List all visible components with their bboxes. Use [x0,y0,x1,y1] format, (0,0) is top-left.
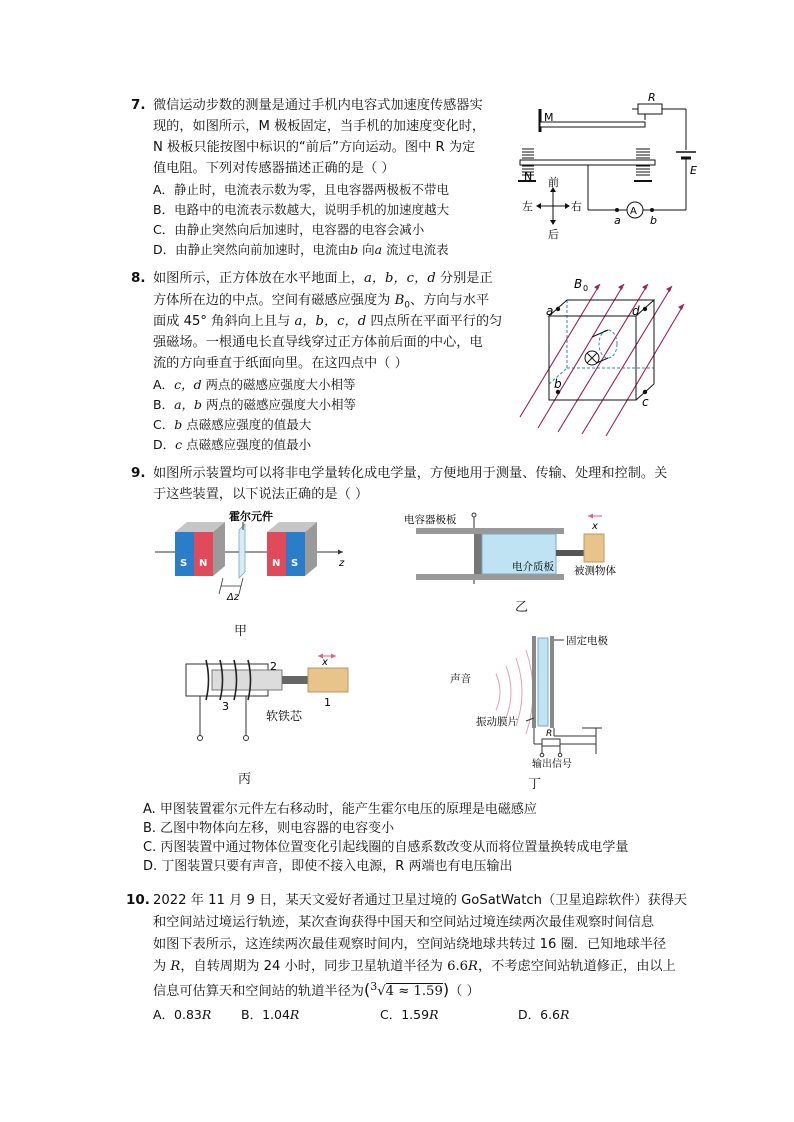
q9-option-d: D. 丁图装置只要有声音，即使不接入电源，R 两端也有电压输出 [143,859,513,874]
svg-text:振动膜片: 振动膜片 [476,716,518,728]
q9-line-2: 于这些装置，以下说法正确的是（ ） [153,487,369,502]
q8-option-a: A．c，d 两点的磁感应强度大小相等 [153,377,356,392]
svg-text:霍尔元件: 霍尔元件 [229,510,273,523]
svg-text:A: A [630,206,637,217]
svg-text:声音: 声音 [450,673,471,685]
svg-text:a: a [614,214,621,227]
svg-text:1: 1 [324,696,331,709]
svg-text:2: 2 [270,660,277,673]
figure-caption-yi: 乙 [515,600,529,615]
svg-text:x: x [322,657,328,668]
inductive-displacement-figure [182,650,362,746]
svg-text:固定电极: 固定电极 [566,635,608,647]
svg-text:E: E [690,164,697,177]
cube-magnetic-field-figure [512,272,692,442]
figure-caption-jia: 甲 [234,624,248,639]
q8-option-d: D．c 点磁感应强度的值最小 [153,437,312,452]
question-number: 9. [131,465,146,481]
q9-option-c: C. 丙图装置中通过物体位置变化引起线圈的自感系数改变从而将位置量换转成电学量 [143,840,629,855]
q8-line-3: 面成 45° 角斜向上且与 a，b，c，d 四点所在平面平行的匀 [153,314,503,329]
capacitor-displacement-figure [398,508,628,588]
q10-option-d: D．6.6R [518,1007,570,1022]
svg-text:左: 左 [522,200,533,213]
svg-text:d: d [632,304,640,318]
q10-line-1: 2022 年 11 月 9 日，某天文爱好者通过卫星过境的 GoSatWatch（卫星追踪软件）获得天 [153,893,688,908]
svg-text:M: M [544,111,554,124]
figure-caption-ding: 丁 [528,777,542,792]
question-number: 7. [131,97,146,113]
svg-text:N: N [272,558,281,569]
q9-option-b: B. 乙图中物体向左移，则电容器的电容变小 [143,821,395,836]
q10-line-2: 和空间站过境运行轨迹，某次查询获得中国天和空间站过境连续两次最佳观察时间信息 [153,915,655,930]
svg-text:a: a [546,304,554,318]
accelerometer-circuit-figure [510,92,700,242]
svg-text:c: c [642,395,649,409]
q7-option-c: C．由静止突然向后加速时，电容器的电容会减小 [153,222,425,237]
q8-option-c: C．b 点磁感应强度的值最大 [153,417,312,432]
q7-line-1: 微信运动步数的测量是通过手机内电容式加速度传感器实 [153,98,483,113]
q10-option-b: B．1.04R [241,1007,300,1022]
q7-line-4: 值电阻。下列对传感器描述正确的是（ ） [153,161,395,176]
svg-text:电容器极板: 电容器极板 [404,514,457,526]
svg-text:0: 0 [583,284,589,293]
svg-text:软铁芯: 软铁芯 [266,709,303,723]
microphone-capacitor-figure [446,628,626,768]
q8-option-b: B．a，b 两点的磁感应强度大小相等 [153,397,357,412]
svg-text:前: 前 [548,176,559,189]
q8-line-1: 如图所示，正方体放在水平地面上，a，b，c，d 分别是正 [153,271,493,286]
figure-caption-bing: 丙 [238,772,252,787]
svg-text:b: b [554,377,562,391]
question-number: 8. [131,270,146,286]
q9-option-a: A. 甲图装置霍尔元件左右移动时，能产生霍尔电压的原理是电磁感应 [143,802,537,817]
svg-text:后: 后 [548,228,559,241]
svg-text:S: S [291,558,299,569]
svg-text:B: B [574,277,583,291]
svg-text:Δz: Δz [227,592,240,603]
hall-element-figure [155,508,350,603]
q10-line-5: 信息可估算天和空间站的轨道半径为($^3$√4 ≈ 1.59)（ ） [153,980,480,999]
q7-option-d: D．由静止突然向前加速时，电流由b 向a 流过电流表 [153,242,449,257]
svg-text:电介质板: 电介质板 [512,561,554,573]
q7-option-a: A．静止时，电流表示数为零，且电容器两极板不带电 [153,182,450,197]
svg-text:z: z [339,558,345,569]
svg-text:右: 右 [571,200,582,213]
q7-line-3: N 极板只能按图中标识的“前后”方向运动。图中 R 为定 [153,140,476,155]
q9-line-1: 如图所示装置均可以将非电学量转化成电学量，方便地用于测量、传输、处理和控制。关 [153,466,668,481]
q10-option-c: C．1.59R [380,1007,439,1022]
svg-text:N: N [199,558,208,569]
question-number: 10. [126,892,150,908]
svg-text:b: b [650,214,657,227]
q10-line-4: 为 R，自转周期为 24 小时，同步卫星轨道半径为 6.6R，不考虑空间站轨道修正，由以上 [153,959,676,974]
q8-line-4: 强磁场。一根通电长直导线穿过正方体前后面的中心，电 [153,335,483,350]
q8-line-5: 流的方向垂直于纸面向里。在这四点中（ ） [153,356,408,371]
q10-line-3: 如图下表所示，这连续两次最佳观察时间内，空间站绕地球共转过 16 圈．已知地球半径 [153,937,667,952]
svg-text:S: S [180,558,188,569]
svg-text:3: 3 [222,700,229,713]
q8-line-2: 方体所在边的中点。空间有磁感应强度为 $B_0$、方向与水平 [153,293,490,311]
svg-text:R: R [648,92,656,104]
q7-option-b: B．电路中的电流表示数越大，说明手机的加速度越大 [153,202,450,217]
svg-text:N: N [524,170,533,183]
q10-option-a: A．0.83R [153,1007,212,1022]
svg-text:输出信号: 输出信号 [532,759,572,768]
svg-text:被测物体: 被测物体 [574,565,616,577]
svg-text:R: R [546,729,553,739]
q7-line-2: 现的，如图所示，M 极板固定，当手机的加速度变化时， [153,119,486,134]
svg-text:x: x [592,521,598,532]
